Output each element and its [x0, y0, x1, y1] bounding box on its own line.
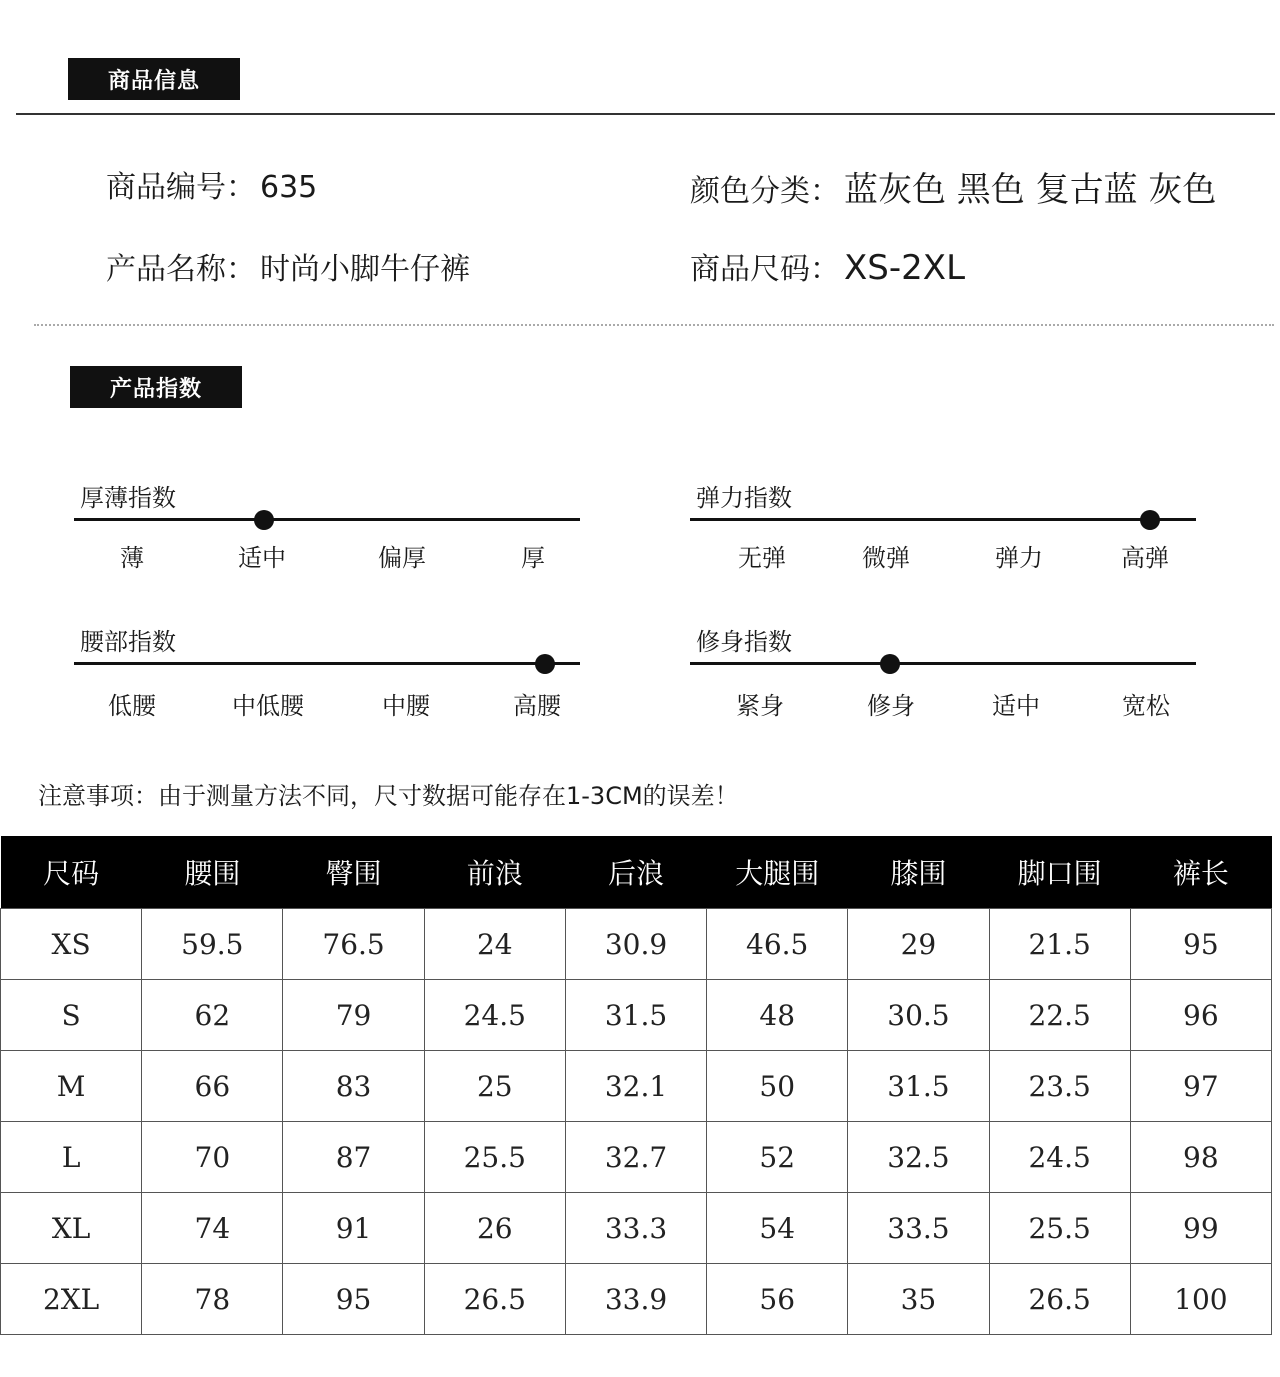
- table-cell: M: [1, 1051, 142, 1122]
- table-cell: 26.5: [424, 1264, 565, 1335]
- dotted-divider: [34, 324, 1274, 326]
- product-name: [106, 244, 470, 288]
- table-cell: 98: [1130, 1122, 1271, 1193]
- index-option-label: 高腰: [513, 692, 561, 720]
- product-colors-label: 颜色分类：: [690, 174, 840, 209]
- section-title-product-info: 商品信息: [68, 58, 240, 100]
- index-option-label: 薄: [120, 544, 144, 572]
- index-option-label: 修身: [867, 692, 915, 720]
- table-cell: 33.5: [848, 1193, 989, 1264]
- table-cell: 95: [1130, 909, 1271, 980]
- header-cell: 脚口围: [989, 836, 1130, 909]
- section-title-product-index: 产品指数: [70, 366, 242, 408]
- index-option-label: 弹力: [995, 544, 1043, 572]
- index-option-label: 低腰: [108, 692, 156, 720]
- product-sizes-label: 商品尺码：: [690, 252, 840, 287]
- index-option-label: 偏厚: [378, 544, 426, 572]
- product-colors-value: 蓝灰色 黑色 复古蓝 灰色: [844, 170, 1217, 210]
- table-row: [1, 909, 1272, 980]
- table-cell: 59.5: [142, 909, 283, 980]
- product-sizes-value: XS-2XL: [844, 248, 966, 288]
- index-option-label: 适中: [992, 692, 1040, 720]
- product-colors: [690, 162, 1216, 211]
- table-cell: 83: [283, 1051, 424, 1122]
- index-marker: [1140, 510, 1160, 530]
- index-option-label: 宽松: [1122, 692, 1170, 720]
- header-cell: 后浪: [565, 836, 706, 909]
- table-cell: 91: [283, 1193, 424, 1264]
- table-cell: 26.5: [989, 1264, 1130, 1335]
- table-cell: 62: [142, 980, 283, 1051]
- table-row: [1, 1193, 1272, 1264]
- table-cell: 23.5: [989, 1051, 1130, 1122]
- table-cell: 21.5: [989, 909, 1130, 980]
- table-cell: 33.3: [565, 1193, 706, 1264]
- table-cell: 32.1: [565, 1051, 706, 1122]
- table-row: [1, 1122, 1272, 1193]
- header-cell: 臀围: [283, 836, 424, 909]
- table-cell: 2XL: [1, 1264, 142, 1335]
- section-divider: [16, 113, 1275, 115]
- table-cell: 24.5: [424, 980, 565, 1051]
- table-cell: XS: [1, 909, 142, 980]
- table-cell: 30.9: [565, 909, 706, 980]
- table-cell: 95: [283, 1264, 424, 1335]
- header-cell: 膝围: [848, 836, 989, 909]
- table-cell: 96: [1130, 980, 1271, 1051]
- table-cell: 24: [424, 909, 565, 980]
- index-marker: [254, 510, 274, 530]
- index-title: 弹力指数: [696, 484, 792, 512]
- table-cell: 48: [707, 980, 848, 1051]
- measurement-note: 注意事项：由于测量方法不同，尺寸数据可能存在1-3CM的误差！: [38, 782, 739, 810]
- index-title: 修身指数: [696, 628, 792, 656]
- table-row: [1, 1264, 1272, 1335]
- header-cell: 腰围: [142, 836, 283, 909]
- index-option-label: 高弹: [1121, 544, 1169, 572]
- product-code-value: 635: [260, 170, 318, 205]
- table-cell: 35: [848, 1264, 989, 1335]
- table-cell: 66: [142, 1051, 283, 1122]
- table-cell: 32.7: [565, 1122, 706, 1193]
- table-cell: 54: [707, 1193, 848, 1264]
- table-cell: 25.5: [424, 1122, 565, 1193]
- table-cell: 100: [1130, 1264, 1271, 1335]
- table-cell: 78: [142, 1264, 283, 1335]
- table-cell: 70: [142, 1122, 283, 1193]
- header-cell: 裤长: [1130, 836, 1271, 909]
- table-cell: 25: [424, 1051, 565, 1122]
- table-cell: 46.5: [707, 909, 848, 980]
- size-table: [0, 836, 1272, 1335]
- table-cell: 30.5: [848, 980, 989, 1051]
- product-name-label: 产品名称：: [106, 252, 256, 287]
- index-option-label: 适中: [238, 544, 286, 572]
- table-cell: 87: [283, 1122, 424, 1193]
- product-code-label: 商品编号：: [106, 170, 256, 205]
- table-cell: 76.5: [283, 909, 424, 980]
- header-cell: 尺码: [1, 836, 142, 909]
- table-cell: 31.5: [565, 980, 706, 1051]
- index-option-label: 中低腰: [232, 692, 304, 720]
- size-table-header-row: [1, 836, 1272, 909]
- index-marker: [535, 654, 555, 674]
- index-option-label: 厚: [521, 544, 545, 572]
- index-option-label: 紧身: [736, 692, 784, 720]
- table-cell: 25.5: [989, 1193, 1130, 1264]
- table-cell: 29: [848, 909, 989, 980]
- table-cell: 50: [707, 1051, 848, 1122]
- table-cell: 31.5: [848, 1051, 989, 1122]
- index-marker: [880, 654, 900, 674]
- table-cell: 74: [142, 1193, 283, 1264]
- index-track: [690, 518, 1196, 521]
- product-name-value: 时尚小脚牛仔裤: [260, 252, 470, 287]
- header-cell: 前浪: [424, 836, 565, 909]
- index-track: [74, 662, 580, 665]
- index-title: 腰部指数: [80, 628, 176, 656]
- header-cell: 大腿围: [707, 836, 848, 909]
- product-sizes: [690, 244, 965, 288]
- table-cell: 97: [1130, 1051, 1271, 1122]
- index-track: [690, 662, 1196, 665]
- table-row: [1, 980, 1272, 1051]
- table-cell: 32.5: [848, 1122, 989, 1193]
- table-cell: XL: [1, 1193, 142, 1264]
- index-option-label: 微弹: [862, 544, 910, 572]
- table-cell: 56: [707, 1264, 848, 1335]
- table-cell: S: [1, 980, 142, 1051]
- table-cell: 24.5: [989, 1122, 1130, 1193]
- table-cell: 52: [707, 1122, 848, 1193]
- table-cell: 22.5: [989, 980, 1130, 1051]
- index-title: 厚薄指数: [80, 484, 176, 512]
- table-cell: 79: [283, 980, 424, 1051]
- table-row: [1, 1051, 1272, 1122]
- index-option-label: 无弹: [738, 544, 786, 572]
- index-track: [74, 518, 580, 521]
- table-cell: 26: [424, 1193, 565, 1264]
- product-code: [106, 162, 317, 206]
- index-option-label: 中腰: [382, 692, 430, 720]
- table-cell: 33.9: [565, 1264, 706, 1335]
- table-cell: 99: [1130, 1193, 1271, 1264]
- table-cell: L: [1, 1122, 142, 1193]
